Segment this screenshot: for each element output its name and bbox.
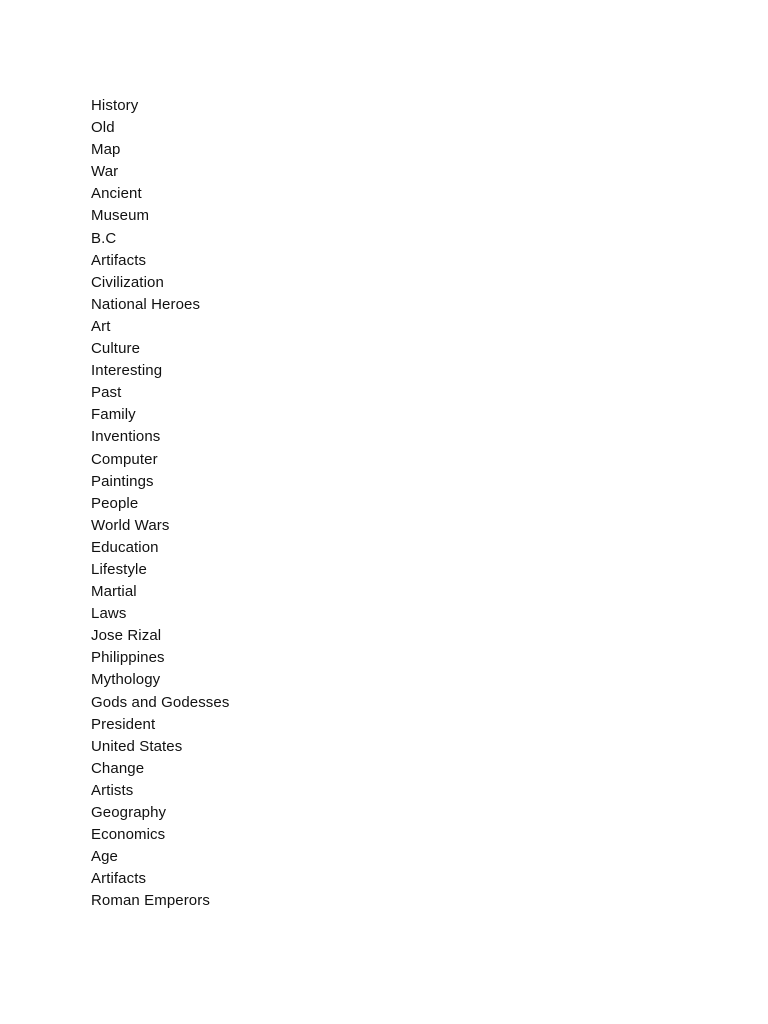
- list-item: Lifestyle: [91, 560, 147, 578]
- list-item: Mythology: [91, 671, 161, 689]
- list-item: Economics: [91, 826, 166, 844]
- word-list: [91, 95, 229, 912]
- list-item: Artists: [91, 781, 134, 799]
- list-item: Computer: [91, 450, 158, 468]
- list-item: Laws: [91, 605, 127, 623]
- list-item: War: [91, 163, 119, 181]
- list-item: President: [91, 715, 156, 733]
- list-item: Change: [91, 759, 145, 777]
- list-item: Jose Rizal: [91, 627, 162, 645]
- list-item: United States: [91, 737, 183, 755]
- list-item: Geography: [91, 804, 167, 821]
- list-item: Martial: [91, 583, 137, 601]
- list-item: Age: [91, 848, 118, 866]
- list-item: Old: [91, 119, 115, 137]
- list-item: Interesting: [91, 362, 163, 380]
- list-item: Culture: [91, 340, 141, 358]
- list-item: Civilization: [91, 273, 164, 291]
- list-item: Paintings: [91, 472, 154, 490]
- list-item: Philippines: [91, 649, 165, 667]
- list-item: Artifacts: [91, 870, 147, 888]
- list-item: National Heroes: [91, 295, 201, 313]
- list-item: Inventions: [91, 428, 161, 446]
- list-item: People: [91, 494, 139, 512]
- list-item: Art: [91, 317, 111, 335]
- list-item: Roman Emperors: [91, 892, 210, 910]
- list-item: Gods and Godesses: [91, 693, 230, 711]
- list-item: Education: [91, 538, 159, 556]
- list-item: Ancient: [91, 185, 142, 203]
- list-item: Past: [91, 384, 122, 402]
- list-item: Museum: [91, 207, 150, 225]
- list-item: Artifacts: [91, 251, 147, 269]
- list-item: Map: [91, 141, 121, 159]
- list-item: Family: [91, 406, 136, 424]
- list-item: World Wars: [91, 516, 170, 534]
- list-item: History: [91, 97, 139, 114]
- list-item: B.C: [91, 229, 117, 247]
